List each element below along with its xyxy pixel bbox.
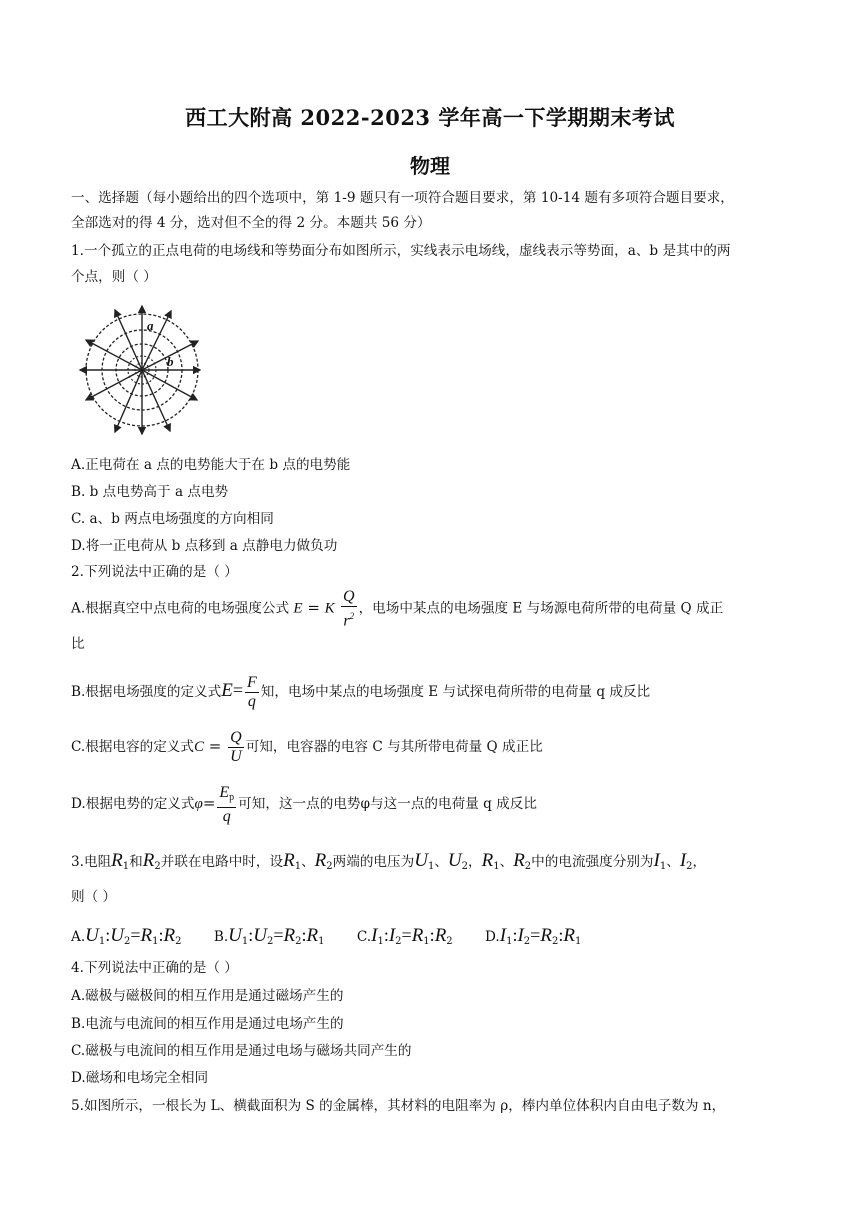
q1-option-d: D.将一正电荷从 b 点移到 a 点静电力做负功: [71, 538, 338, 554]
q2-option-b: B.根据电场强度的定义式E= $\frac{F}{q}$ 知，电场中某点的电场强度 E 与试探电荷所带的电荷量 q 成反比: [71, 674, 651, 710]
q2-d-suffix: 可知，这一点的电势φ与这一点的电荷量 q 成反比: [238, 796, 537, 812]
q2-d-prefix: D.根据电势的定义式: [71, 796, 195, 812]
q2-b-suffix: 知，电场中某点的电场强度 E 与试探电荷所带的电荷量 q 成反比: [260, 684, 651, 700]
q4-option-b: B.电流与电流间的相互作用是通过电场产生的: [71, 1016, 344, 1032]
q2-a-formula: E: [293, 600, 303, 617]
section-intro-line1: 一、选择题（每小题给出的四个选项中，第 1-9 题只有一项符合题目要求，第 10-14 题有多项符合题目要求，: [71, 190, 734, 206]
q3-stem-line1: 3.电阻$R_1$和$R_2$并联在电路中时，设$R_1$、$R_2$两端的电压为$U_1$、$U_2$，$R_1$、$R_2$中的电流强度分别为$I_1$、$I_2$，: [71, 850, 707, 872]
q3-options: [71, 921, 798, 956]
q4-option-d: D.磁场和电场完全相同: [71, 1070, 209, 1086]
q2-b-prefix: B.根据电场强度的定义式: [71, 684, 222, 700]
q3-option-c: $C.I_1:I_2=R_1:R_2$: [356, 925, 453, 947]
q1-option-c: C. a、b 两点电场强度的方向相同: [71, 511, 274, 527]
figure-label-a: a: [147, 318, 154, 333]
q2-c-prefix: C.根据电容的定义式: [71, 739, 194, 755]
q3-option-d: $D.I_1:I_2=R_2:R_1$: [485, 925, 582, 947]
q5-stem: 5.如图所示，一根长为 L、横截面积为 S 的金属棒，其材料的电阻率为 ρ，棒内单位体积内自由电子数为 n，: [71, 1098, 726, 1114]
figure-label-b: b: [167, 354, 174, 369]
section-intro-line2: 全部选对的得 4 分，选对但不全的得 2 分。本题共 56 分）: [71, 215, 431, 231]
q1-stem-line1: 1.一个孤立的正点电荷的电场线和等势面分布如图所示，实线表示电场线，虚线表示等势面，a、b 是其中的两: [71, 243, 731, 259]
q3-stem-line2: 则（ ）: [71, 889, 117, 905]
q3-option-b: $B.U_1:U_2=R_2:R_1$: [213, 925, 325, 947]
q1-option-a: A.正电荷在 a 点的电势能大于在 b 点的电势能: [71, 457, 351, 473]
q1-option-b: B. b 点电势高于 a 点电势: [71, 484, 229, 500]
q4-option-c: C.磁极与电流间的相互作用是通过电场与磁场共同产生的: [71, 1043, 412, 1059]
q2-a-suffix: ，电场中某点的电场强度 E 与场源电荷所带的电荷量 Q 成正: [358, 600, 724, 617]
q2-c-suffix: 可知，电容器的电容 C 与其所带电荷量 Q 成正比: [245, 739, 543, 755]
q2-option-a: A.根据真空中点电荷的电场强度公式 E = K $\frac{Q}{r^2}$ ，电场中某点的电场强度 E 与场源电荷所带的电荷量 Q 成正: [71, 588, 724, 630]
q2-a-fraction: $\frac{Q}{r^2}$: [343, 588, 355, 630]
q2-a-prefix: A.根据真空中点电荷的电场强度公式: [71, 600, 290, 617]
q4-stem: 4.下列说法中正确的是（ ）: [71, 960, 238, 976]
q2-a-tail: 比: [71, 636, 85, 652]
electric-field-figure: [76, 300, 201, 438]
exam-title: 西工大附高 2022-2023 学年高一下学期期末考试: [185, 105, 675, 130]
q2-stem: 2.下列说法中正确的是（ ）: [71, 564, 238, 580]
q2-option-c: C.根据电容的定义式C = $\frac{Q}{U}$ 可知，电容器的电容 C 与其所带电荷量 Q 成正比: [71, 729, 543, 765]
q1-stem-line2: 个点，则（ ）: [71, 269, 157, 285]
q2-option-d: D.根据电势的定义式φ= $\frac{E_p}{q}$ 可知，这一点的电势φ与这一点的电荷量 q 成反比: [71, 783, 537, 825]
subject-title: 物理: [410, 154, 450, 178]
q4-option-a: A.磁极与磁极间的相互作用是通过磁场产生的: [71, 988, 344, 1004]
q3-option-a: $A.U_1:U_2=R_1:R_2$: [71, 925, 182, 947]
